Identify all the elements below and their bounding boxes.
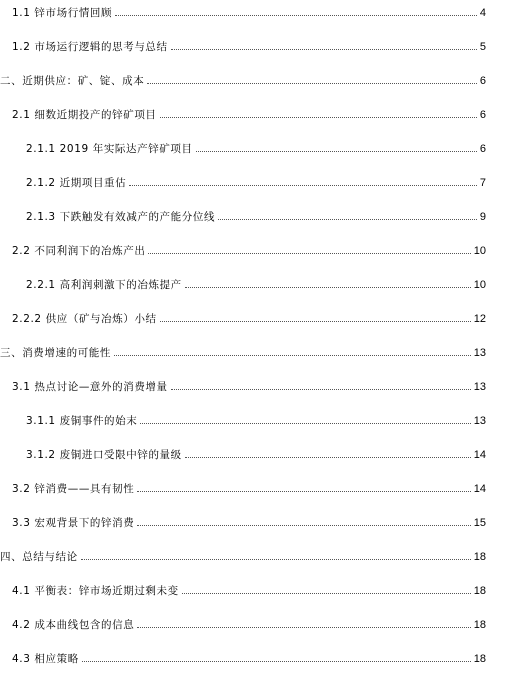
toc-page-number: 9	[479, 211, 486, 223]
toc-page-number: 18	[473, 619, 486, 631]
toc-page-number: 6	[479, 143, 486, 155]
toc-dot-leader	[147, 83, 477, 84]
toc-entry-title: 4.2 成本曲线包含的信息	[12, 619, 135, 631]
toc-page-number: 6	[479, 75, 486, 87]
toc-entry-title: 四、总结与结论	[0, 551, 78, 563]
toc-entry[interactable]	[0, 514, 506, 530]
toc-dot-leader	[160, 321, 471, 322]
toc-page-number: 14	[473, 449, 486, 461]
toc-page-number: 18	[473, 585, 486, 597]
toc-page-number: 14	[473, 483, 486, 495]
toc-entry-title: 2.1.1 2019 年实际达产锌矿项目	[26, 143, 193, 155]
toc-dot-leader	[160, 117, 477, 118]
toc-dot-leader	[218, 219, 477, 220]
toc-dot-leader	[129, 185, 477, 186]
toc-entry[interactable]	[0, 446, 506, 462]
toc-entry-title: 2.2 不同利润下的冶炼产出	[12, 245, 146, 257]
toc-page-number: 10	[473, 279, 486, 291]
toc-entry-title: 3.1.1 废铜事件的始末	[26, 415, 138, 427]
toc-entry-title: 三、消费增速的可能性	[0, 347, 111, 359]
toc-entry-title: 2.1 细数近期投产的锌矿项目	[12, 109, 157, 121]
toc-entry-title: 3.1 热点讨论—意外的消费增量	[12, 381, 168, 393]
toc-page-number: 12	[473, 313, 486, 325]
toc-dot-leader	[185, 287, 471, 288]
toc-entry-title: 4.3 相应策略	[12, 653, 79, 665]
toc-dot-leader	[171, 389, 471, 390]
toc-entry[interactable]	[0, 616, 506, 632]
toc-dot-leader	[115, 15, 477, 16]
toc-page-number: 18	[473, 551, 486, 563]
toc-dot-leader	[185, 457, 471, 458]
toc-page-number: 13	[473, 347, 486, 359]
toc-entry[interactable]	[0, 242, 506, 258]
toc-dot-leader	[114, 355, 471, 356]
toc-entry[interactable]	[0, 548, 506, 564]
toc-entry[interactable]	[0, 412, 506, 428]
toc-page-number: 13	[473, 415, 486, 427]
toc-entry-title: 2.1.2 近期项目重估	[26, 177, 127, 189]
toc-entry[interactable]	[0, 208, 506, 224]
toc-page-number: 6	[479, 109, 486, 121]
toc-entry-title: 2.1.3 下跌触发有效减产的产能分位线	[26, 211, 216, 223]
toc-dot-leader	[82, 661, 471, 662]
toc-entry-title: 3.1.2 废铜进口受限中锌的量级	[26, 449, 182, 461]
toc-entry[interactable]	[0, 140, 506, 156]
toc-entry[interactable]	[0, 276, 506, 292]
toc-dot-leader	[81, 559, 471, 560]
toc-page-number: 4	[479, 7, 486, 19]
toc-entry[interactable]	[0, 480, 506, 496]
toc-entry[interactable]	[0, 106, 506, 122]
toc-entry[interactable]	[0, 650, 506, 666]
toc-entry-title: 1.2 市场运行逻辑的思考与总结	[12, 41, 168, 53]
toc-page-number: 5	[479, 41, 486, 53]
toc-page-number: 10	[473, 245, 486, 257]
toc-entry-title: 2.2.1 高利润刺激下的冶炼提产	[26, 279, 182, 291]
toc-entry[interactable]	[0, 344, 506, 360]
toc-entry-title: 2.2.2 供应（矿与冶炼）小结	[12, 313, 157, 325]
toc-entry[interactable]	[0, 38, 506, 54]
toc-entry-title: 3.2 锌消费——具有韧性	[12, 483, 135, 495]
toc-entry[interactable]	[0, 378, 506, 394]
toc-entry[interactable]	[0, 174, 506, 190]
toc-page-number: 13	[473, 381, 486, 393]
toc-entry[interactable]	[0, 72, 506, 88]
toc-dot-leader	[137, 627, 470, 628]
toc-entry-title: 3.3 宏观背景下的锌消费	[12, 517, 135, 529]
toc-entry[interactable]	[0, 4, 506, 20]
toc-dot-leader	[148, 253, 470, 254]
toc-entry-title: 二、近期供应：矿、锭、成本	[0, 75, 145, 87]
toc-page-number: 18	[473, 653, 486, 665]
toc-dot-leader	[137, 491, 470, 492]
toc-entry-title: 1.1 锌市场行情回顾	[12, 7, 113, 19]
toc-entry[interactable]	[0, 310, 506, 326]
toc-entry[interactable]	[0, 582, 506, 598]
toc-dot-leader	[171, 49, 477, 50]
toc-entry-title: 4.1 平衡表：锌市场近期过剩未变	[12, 585, 179, 597]
toc-dot-leader	[182, 593, 471, 594]
toc-dot-leader	[137, 525, 470, 526]
toc-dot-leader	[196, 151, 477, 152]
toc-page-number: 15	[473, 517, 486, 529]
toc-dot-leader	[140, 423, 470, 424]
toc-page-number: 7	[479, 177, 486, 189]
